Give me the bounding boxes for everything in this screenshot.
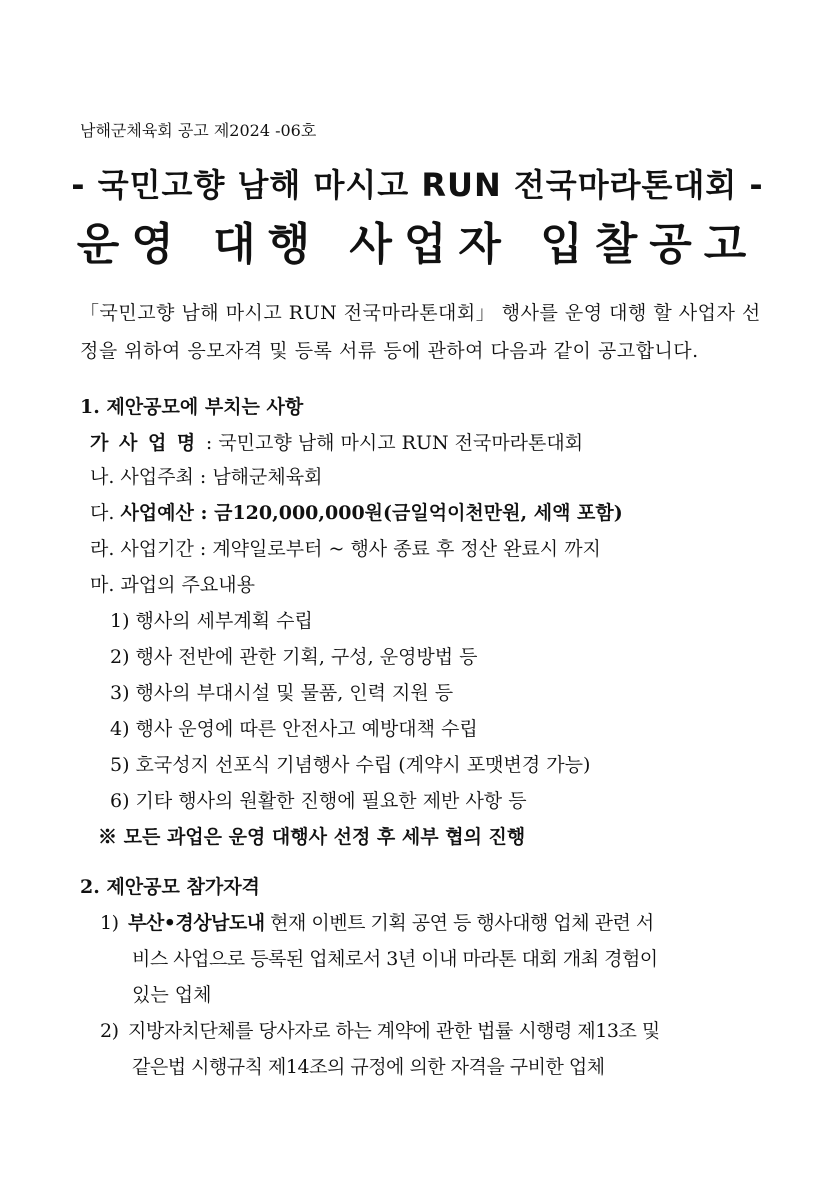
intro-line-2: 정을 위하여 응모자격 및 등록 서류 등에 관하여 다음과 같이 공고합니다.	[80, 340, 699, 362]
qualification-1-line-2: 비스 사업으로 등록된 업체로서 3년 이내 마라톤 대회 개최 경험이	[132, 948, 658, 970]
qualification-1-region: 부산•경상남도내	[128, 912, 265, 934]
qualification-1-number: 1)	[100, 912, 119, 934]
title-main: - 국민고향 남해 마시고 RUN 전국마라톤대회 -	[71, 166, 764, 204]
task-3: 3) 행사의 부대시설 및 물품, 인력 지원 등	[110, 682, 454, 704]
section-1-heading: 1. 제안공모에 부치는 사항	[80, 396, 304, 418]
item-budget-text: 사업예산 : 금120,000,000원(금일억이천만원, 세액 포함)	[120, 502, 623, 524]
intro-line-1: 「국민고향 남해 마시고 RUN 전국마라톤대회」 행사를 운영 대행 할 사업자 선	[80, 302, 761, 324]
qualification-1-line-3: 있는 업체	[132, 984, 212, 1006]
task-1: 1) 행사의 세부계획 수립	[110, 610, 313, 632]
title-sub: 운영 대행 사업자 입찰공고	[76, 219, 759, 270]
item-project-name-label: 가 사 업 명	[90, 432, 206, 454]
section-2-heading: 2. 제안공모 참가자격	[80, 876, 260, 898]
notice-number: 남해군체육회 공고 제2024 -06호	[80, 121, 317, 140]
item-main-tasks: 마. 과업의 주요내용	[90, 574, 255, 596]
section-1-note: ※ 모든 과업은 운영 대행사 선정 후 세부 협의 진행	[98, 826, 526, 848]
task-2: 2) 행사 전반에 관한 기획, 구성, 운영방법 등	[110, 646, 478, 668]
qualification-2-line-1	[100, 1016, 660, 1043]
item-host: 나. 사업주최 : 남해군체육회	[90, 466, 323, 488]
qualification-2-line-2: 같은법 시행규칙 제14조의 규정에 의한 자격을 구비한 업체	[132, 1056, 605, 1078]
task-6: 6) 기타 행사의 원활한 진행에 필요한 제반 사항 등	[110, 790, 527, 812]
qualification-2-number: 2)	[100, 1020, 119, 1042]
qualification-2-text: 지방자치단체를 당사자로 하는 계약에 관한 법률 시행령 제13조 및	[128, 1020, 660, 1042]
item-budget-prefix: 다.	[90, 502, 121, 524]
task-4: 4) 행사 운영에 따른 안전사고 예방대책 수립	[110, 718, 478, 740]
item-budget	[90, 498, 623, 525]
task-5: 5) 호국성지 선포식 기념행사 수립 (계약시 포맷변경 가능)	[110, 754, 591, 776]
qualification-1-line-1	[100, 908, 654, 935]
item-period: 라. 사업기간 : 계약일로부터 ~ 행사 종료 후 정산 완료시 까지	[90, 538, 601, 560]
item-project-name-value: : 국민고향 남해 마시고 RUN 전국마라톤대회	[205, 432, 584, 454]
item-project-name	[90, 428, 583, 455]
qualification-1-text: 현재 이벤트 기획 공연 등 행사대행 업체 관련 서	[264, 912, 654, 934]
